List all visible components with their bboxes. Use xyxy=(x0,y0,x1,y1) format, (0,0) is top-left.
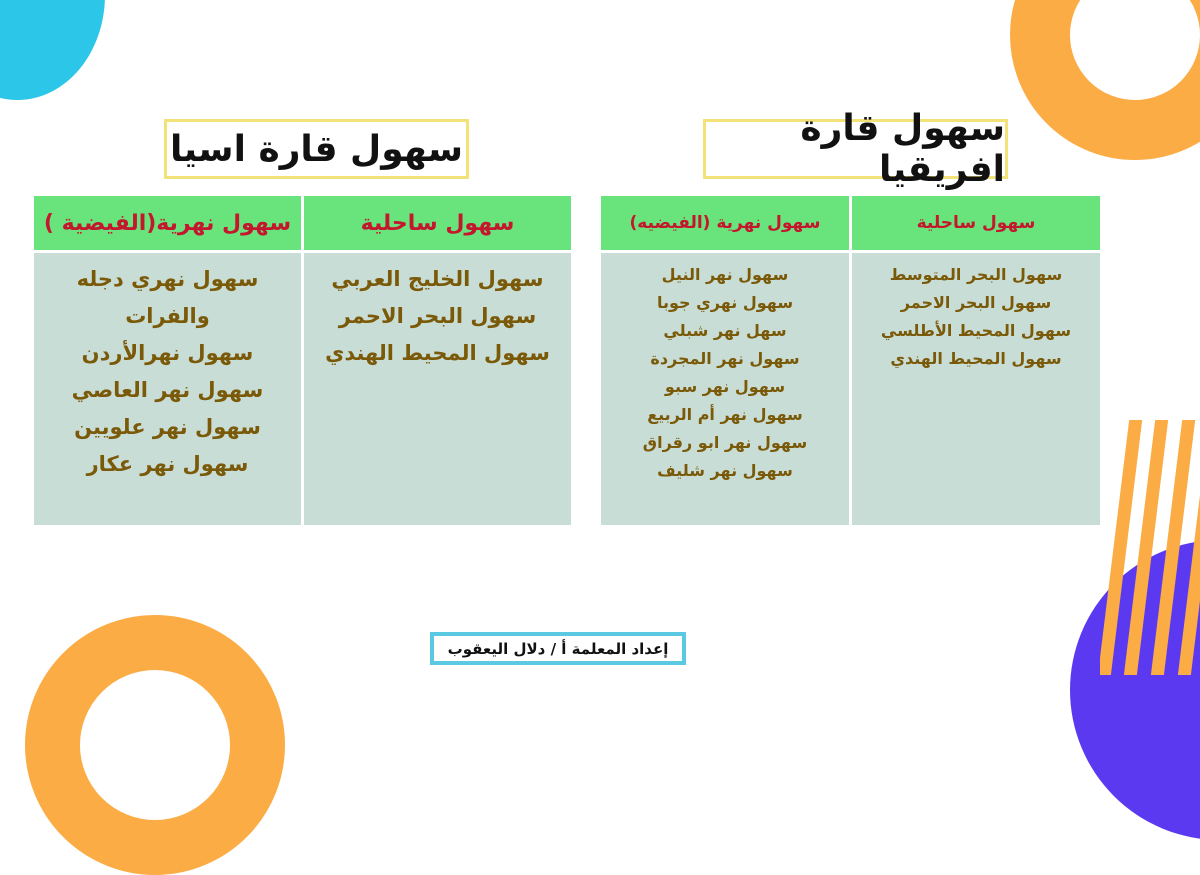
list-item: سهول الخليج العربي xyxy=(331,267,544,291)
africa-plains-table xyxy=(598,193,1103,528)
list-item: سهول المحيط الهندي xyxy=(325,341,550,365)
list-item: سهول المحيط الأطلسي xyxy=(880,321,1072,340)
author-credit: إعداد المعلمة أ / دلال اليعقوب xyxy=(430,632,686,665)
table-row xyxy=(34,253,571,525)
list-item: سهول نهر النيل xyxy=(661,265,789,284)
list-item: سهول البحر الاحمر xyxy=(900,293,1052,312)
table-row xyxy=(601,253,1100,525)
list-item: سهول نهر المجردة xyxy=(650,349,800,368)
asia-plains-table xyxy=(31,193,574,528)
table-header-row xyxy=(34,196,571,250)
asia-header-coastal: سهول ساحلية xyxy=(304,196,571,250)
list-item: سهول البحر المتوسط xyxy=(889,265,1063,284)
list-item: سهول نهر علويين xyxy=(74,415,261,439)
asia-riverine-cell xyxy=(34,253,301,525)
list-item: سهول نهر شليف xyxy=(657,461,793,480)
table-header-row xyxy=(601,196,1100,250)
africa-header-coastal: سهول ساحلية xyxy=(852,196,1100,250)
list-item: سهول نهري دجله xyxy=(76,267,259,291)
list-item: والفرات xyxy=(125,304,210,328)
africa-header-riverine: سهول نهرية (الفيضيه) xyxy=(601,196,849,250)
decorative-orange-stripes xyxy=(1100,420,1200,675)
africa-title: سهول قارة افريقيا xyxy=(703,119,1008,179)
asia-coastal-cell xyxy=(304,253,571,525)
list-item: سهول نهر سبو xyxy=(664,377,786,396)
list-item: سهول نهر العاصي xyxy=(71,378,264,402)
list-item: سهول نهر عكار xyxy=(86,452,249,476)
list-item: سهل نهر شبلي xyxy=(663,321,787,340)
list-item: سهول نهرالأردن xyxy=(81,341,254,365)
africa-coastal-cell xyxy=(852,253,1100,525)
decorative-orange-ring-bottom-left xyxy=(25,615,285,875)
asia-title: سهول قارة اسيا xyxy=(164,119,469,179)
list-item: سهول نهر ابو رقراق xyxy=(642,433,808,452)
asia-header-riverine: سهول نهرية(الفيضية ) xyxy=(34,196,301,250)
africa-riverine-cell xyxy=(601,253,849,525)
decorative-orange-ring-top-right xyxy=(1010,0,1200,160)
list-item: سهول نهر أم الربيع xyxy=(647,405,803,424)
list-item: سهول البحر الاحمر xyxy=(338,304,537,328)
list-item: سهول نهري جوبا xyxy=(656,293,794,312)
list-item: سهول المحيط الهندي xyxy=(890,349,1062,368)
decorative-cyan-circle xyxy=(0,0,105,100)
